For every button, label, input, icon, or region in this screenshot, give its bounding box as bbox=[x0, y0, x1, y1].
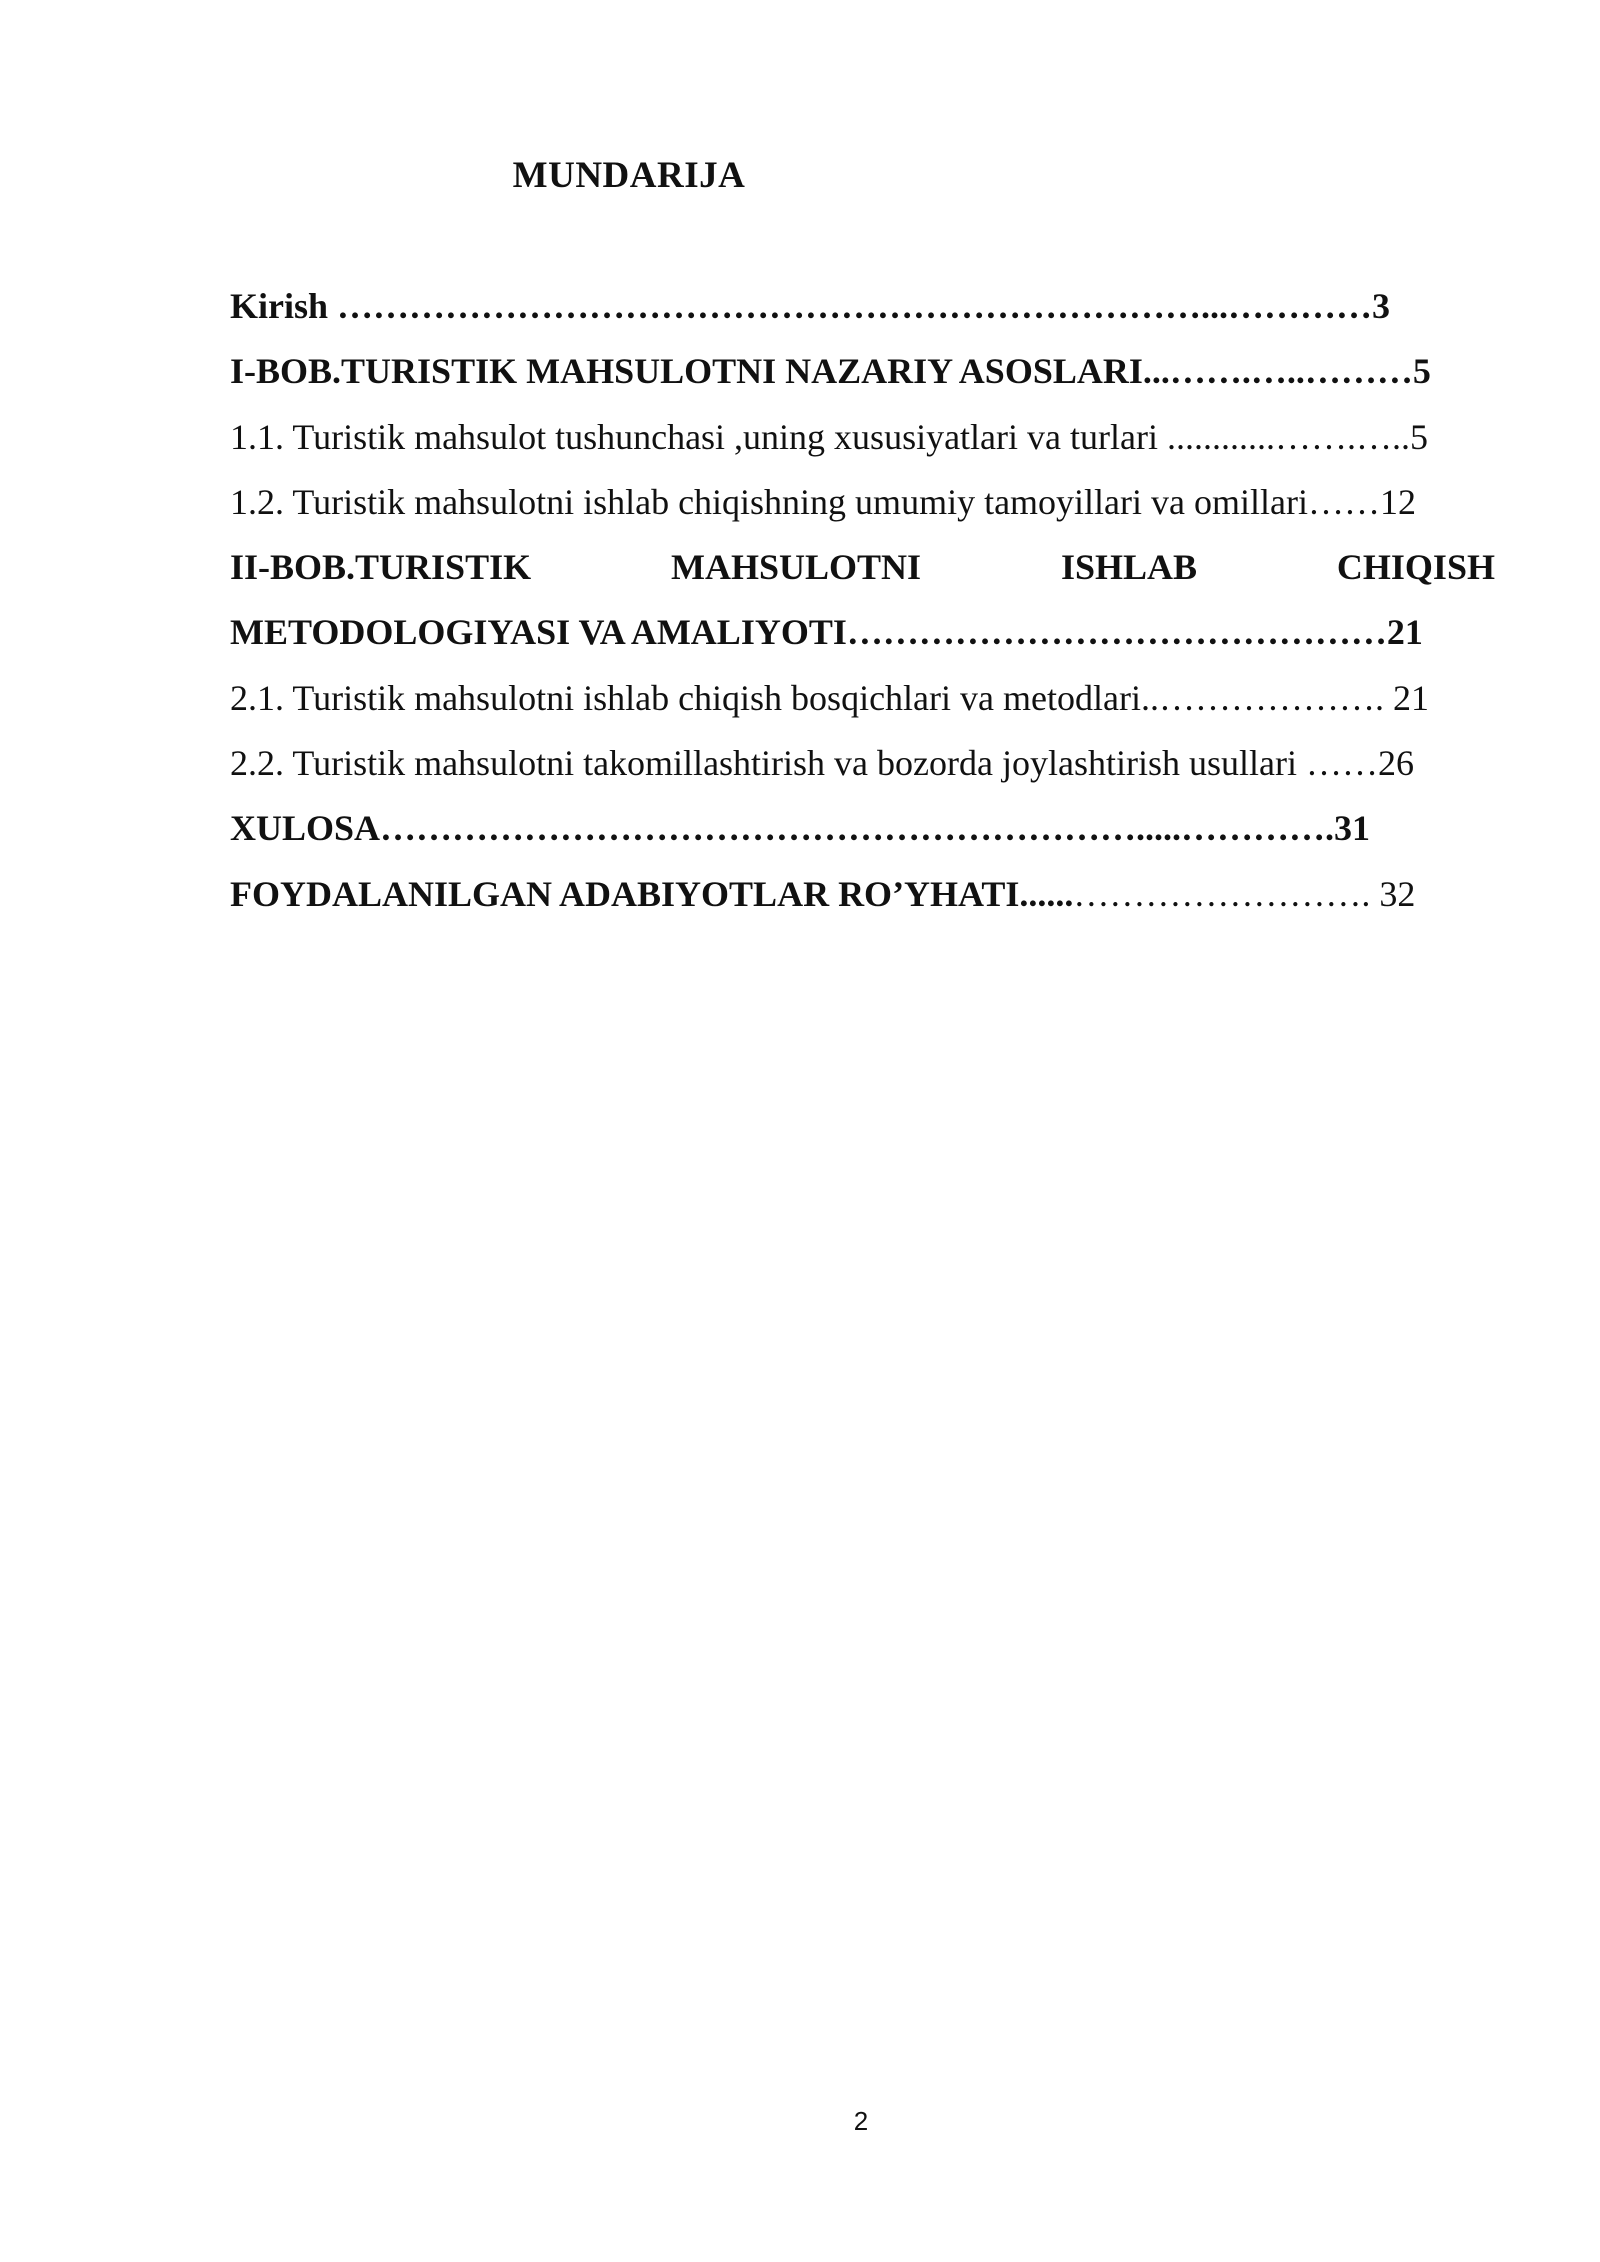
table-of-contents bbox=[230, 280, 1495, 933]
toc-chapter-2-word: MAHSULOTNI bbox=[671, 547, 922, 588]
toc-chapter-2-word: II-BOB.TURISTIK bbox=[230, 547, 532, 588]
page-number: 2 bbox=[853, 2106, 869, 2136]
toc-entry-section-1-1[interactable]: 1.1. Turistik mahsulot tushunchasi ,uning xususiyatlari va turlari ............…….…..5 bbox=[230, 416, 1428, 457]
toc-entry-section-2-2[interactable]: 2.2. Turistik mahsulotni takomillashtirish va bozorda joylashtirish usullari ……26 bbox=[230, 743, 1414, 784]
toc-entry-adabiyotlar[interactable] bbox=[230, 868, 1495, 933]
toc-entry-chapter-2[interactable] bbox=[230, 541, 1495, 606]
toc-chapter-2-word: ISHLAB bbox=[1060, 547, 1198, 588]
toc-entry-kirish[interactable]: Kirish ………………………………………………………………...…………3 bbox=[230, 286, 1391, 326]
toc-chapter-2-word: CHIQISH bbox=[1336, 547, 1495, 588]
toc-entry-chapter-2-continued[interactable]: METODOLOGIYASI VA AMALIYOTI………………………………………21 bbox=[230, 612, 1423, 653]
toc-entry-chapter-1[interactable]: I-BOB.TURISTIK MAHSULOTNI NAZARIY ASOSLARI...…….…..………5 bbox=[230, 351, 1431, 392]
toc-entry-xulosa[interactable]: XULOSA……………………………………………………….....………….31 bbox=[230, 808, 1371, 849]
toc-adabiyotlar-title: FOYDALANILGAN ADABIYOTLAR RO’YHATI...... bbox=[230, 873, 1074, 914]
toc-entry-section-1-2[interactable]: 1.2. Turistik mahsulotni ishlab chiqishning umumiy tamoyillari va omillari……12 bbox=[230, 481, 1416, 522]
toc-title: MUNDARIJA bbox=[512, 155, 746, 196]
toc-entry-section-2-1[interactable]: 2.1. Turistik mahsulotni ishlab chiqish bosqichlari va metodlari..………………. 21 bbox=[230, 677, 1429, 718]
toc-adabiyotlar-leader: ……………………. 32 bbox=[1073, 873, 1416, 914]
